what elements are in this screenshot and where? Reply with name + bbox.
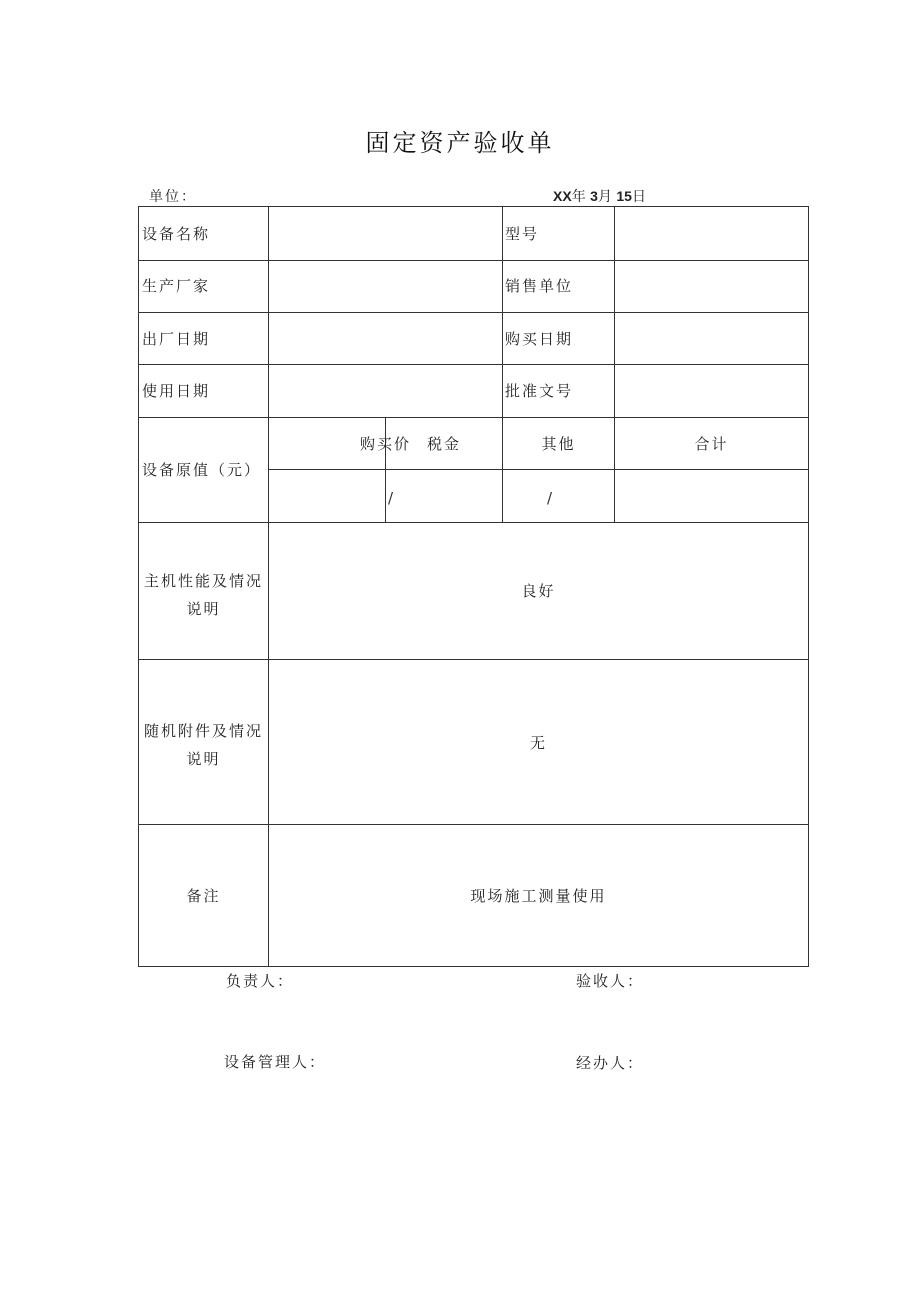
remarks-value: 现场施工测量使用 <box>470 887 607 905</box>
date-year-value: XX <box>553 188 572 204</box>
accessories-value: 无 <box>529 734 547 752</box>
grid-line <box>139 260 808 261</box>
grid-line <box>139 312 808 313</box>
date-day-value: 15 <box>616 188 632 204</box>
grid-line <box>139 417 808 418</box>
acceptance-form-table <box>138 206 809 967</box>
host-performance-value: 良好 <box>521 582 556 600</box>
accessories-label <box>139 717 268 773</box>
grid-line <box>268 469 808 470</box>
equipment-name-label: 设备名称 <box>142 225 211 243</box>
acceptor-label: 验收人： <box>576 972 645 990</box>
form-date <box>553 186 646 206</box>
date-day-label: 日 <box>631 189 646 205</box>
host-performance-label-line-2: 说明 <box>186 600 221 618</box>
responsible-person-label: 负责人： <box>226 972 295 990</box>
other-header: 其他 <box>541 435 576 453</box>
other-value: / <box>547 489 553 507</box>
approval-number-label: 批准文号 <box>505 382 574 400</box>
manufacturer-label: 生产厂家 <box>142 277 211 295</box>
remarks-label: 备注 <box>186 887 221 905</box>
date-month-value: 3 <box>590 188 598 204</box>
grid-line <box>139 659 808 660</box>
date-year-label: 年 <box>571 189 586 205</box>
handler-label: 经办人： <box>576 1054 645 1072</box>
host-performance-label <box>139 567 268 623</box>
page-title: 固定资产验收单 <box>365 129 555 157</box>
unit-label: 单位： <box>149 189 197 205</box>
total-header: 合计 <box>694 435 729 453</box>
host-performance-label-line-1: 主机性能及情况 <box>143 572 263 590</box>
model-label: 型号 <box>505 225 540 243</box>
use-date-label: 使用日期 <box>142 382 211 400</box>
purchase-date-label: 购买日期 <box>505 330 574 348</box>
sales-unit-label: 销售单位 <box>505 277 574 295</box>
equipment-manager-label: 设备管理人： <box>224 1053 327 1071</box>
tax-header: 税金 <box>426 435 461 453</box>
grid-line <box>139 522 808 523</box>
accessories-label-line-1: 随机附件及情况 <box>143 722 263 740</box>
accessories-label-line-2: 说明 <box>186 750 221 768</box>
grid-line <box>139 364 808 365</box>
grid-line <box>139 824 808 825</box>
factory-date-label: 出厂日期 <box>142 330 211 348</box>
purchase-price-header: 购买价 <box>359 435 411 453</box>
date-month-label: 月 <box>597 189 612 205</box>
original-value-label: 设备原值（元） <box>142 461 262 479</box>
tax-value: / <box>388 489 394 507</box>
